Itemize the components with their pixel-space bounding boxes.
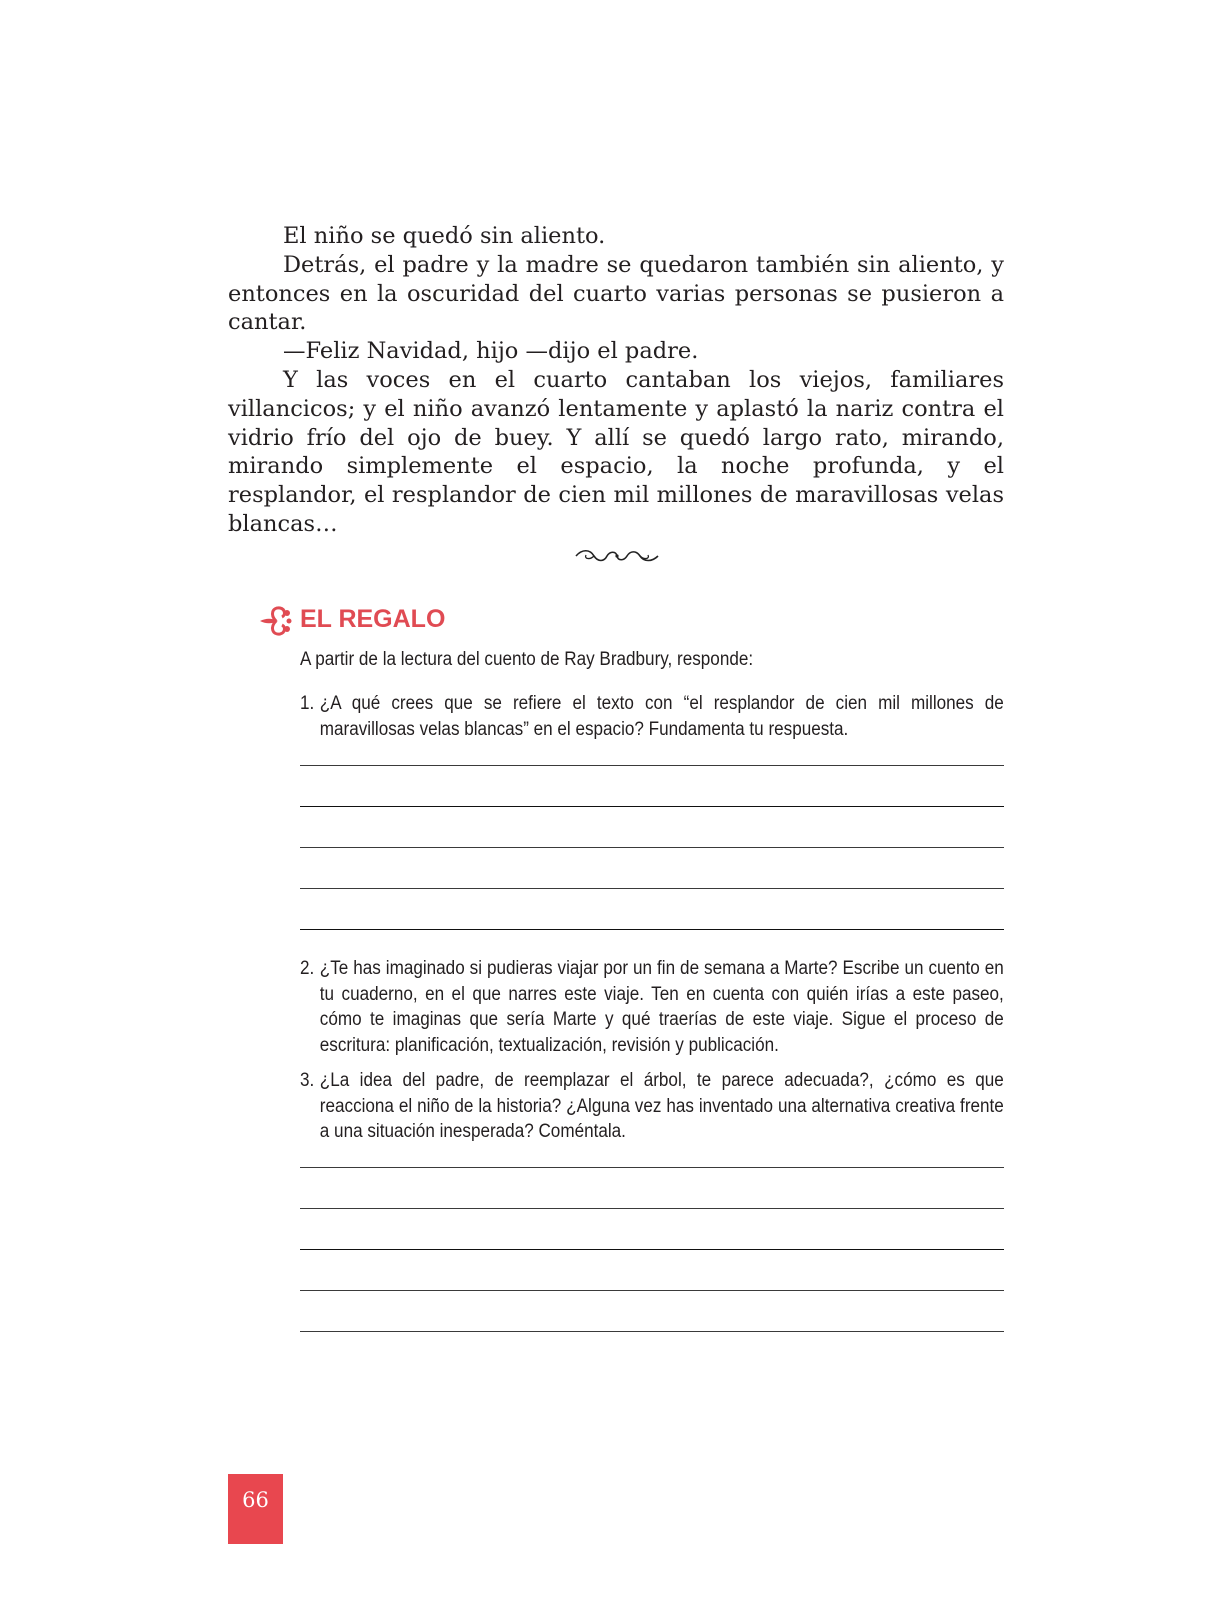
question-number: 1.	[300, 693, 315, 714]
activity-intro: A partir de la lectura del cuento de Ray Bradbury, responde:	[300, 649, 754, 670]
question-text: ¿Te has imaginado si pudieras viajar por un fin de semana a Marte? Escribe un cuento en tu cuaderno, en el que narres este viaje. Ten en cuenta con quién irías a este paseo, cómo te imaginas que sería Marte y qué traerías de este viaje. Sigue el proceso de escritura: planificación, textualización, revisión y publicación.	[319, 958, 1004, 1056]
question-3	[300, 1068, 1004, 1145]
answer-line[interactable]	[300, 1208, 1004, 1209]
flourish-divider-icon	[574, 546, 660, 566]
answer-line[interactable]	[300, 765, 1004, 766]
story-paragraph: Detrás, el padre y la madre se quedaron también sin aliento, y entonces en la oscuridad del cuarto varias personas se pusieron a cantar.	[228, 251, 1004, 336]
question-text: ¿La idea del padre, de reemplazar el árbol, te parece adecuada?, ¿cómo es que reacciona el niño de la historia? ¿Alguna vez has inventado una alternativa creativa frente a una situación inesperada? Coméntala.	[319, 1070, 1004, 1142]
question-number: 2.	[300, 958, 315, 979]
story-text	[228, 222, 1004, 539]
answer-line[interactable]	[300, 1167, 1004, 1168]
answer-line[interactable]	[300, 929, 1004, 930]
question-number: 3.	[300, 1070, 315, 1091]
story-paragraph: El niño se quedó sin aliento.	[283, 223, 606, 249]
answer-line[interactable]	[300, 1290, 1004, 1291]
page-number: 66	[242, 1488, 269, 1512]
answer-line[interactable]	[300, 847, 1004, 848]
story-paragraph: —Feliz Navidad, hijo —dijo el padre.	[283, 338, 699, 365]
answer-line[interactable]	[300, 1331, 1004, 1332]
fleuron-icon	[258, 603, 292, 639]
answer-line[interactable]	[300, 1249, 1004, 1250]
page-number-badge	[228, 1474, 283, 1544]
answer-line[interactable]	[300, 888, 1004, 889]
question-text: ¿A qué crees que se refiere el texto con “el resplandor de cien mil millones de maravillosas velas blancas” en el espacio? Fundamenta tu respuesta.	[319, 693, 1004, 740]
question-1	[300, 691, 1004, 742]
section-title: EL REGALO	[300, 605, 446, 633]
answer-line[interactable]	[300, 806, 1004, 807]
story-paragraph: Y las voces en el cuarto cantaban los viejos, familiares villancicos; y el niño avanzó lentamente y aplastó la nariz contra el vidrio frío del ojo de buey. Y allí se quedó largo rato, mirando, mirando simplemente el espacio, la noche profunda, y el resplandor, el resplandor de cien mil millones de maravillosas velas blancas…	[228, 366, 1004, 537]
question-2	[300, 956, 1004, 1058]
